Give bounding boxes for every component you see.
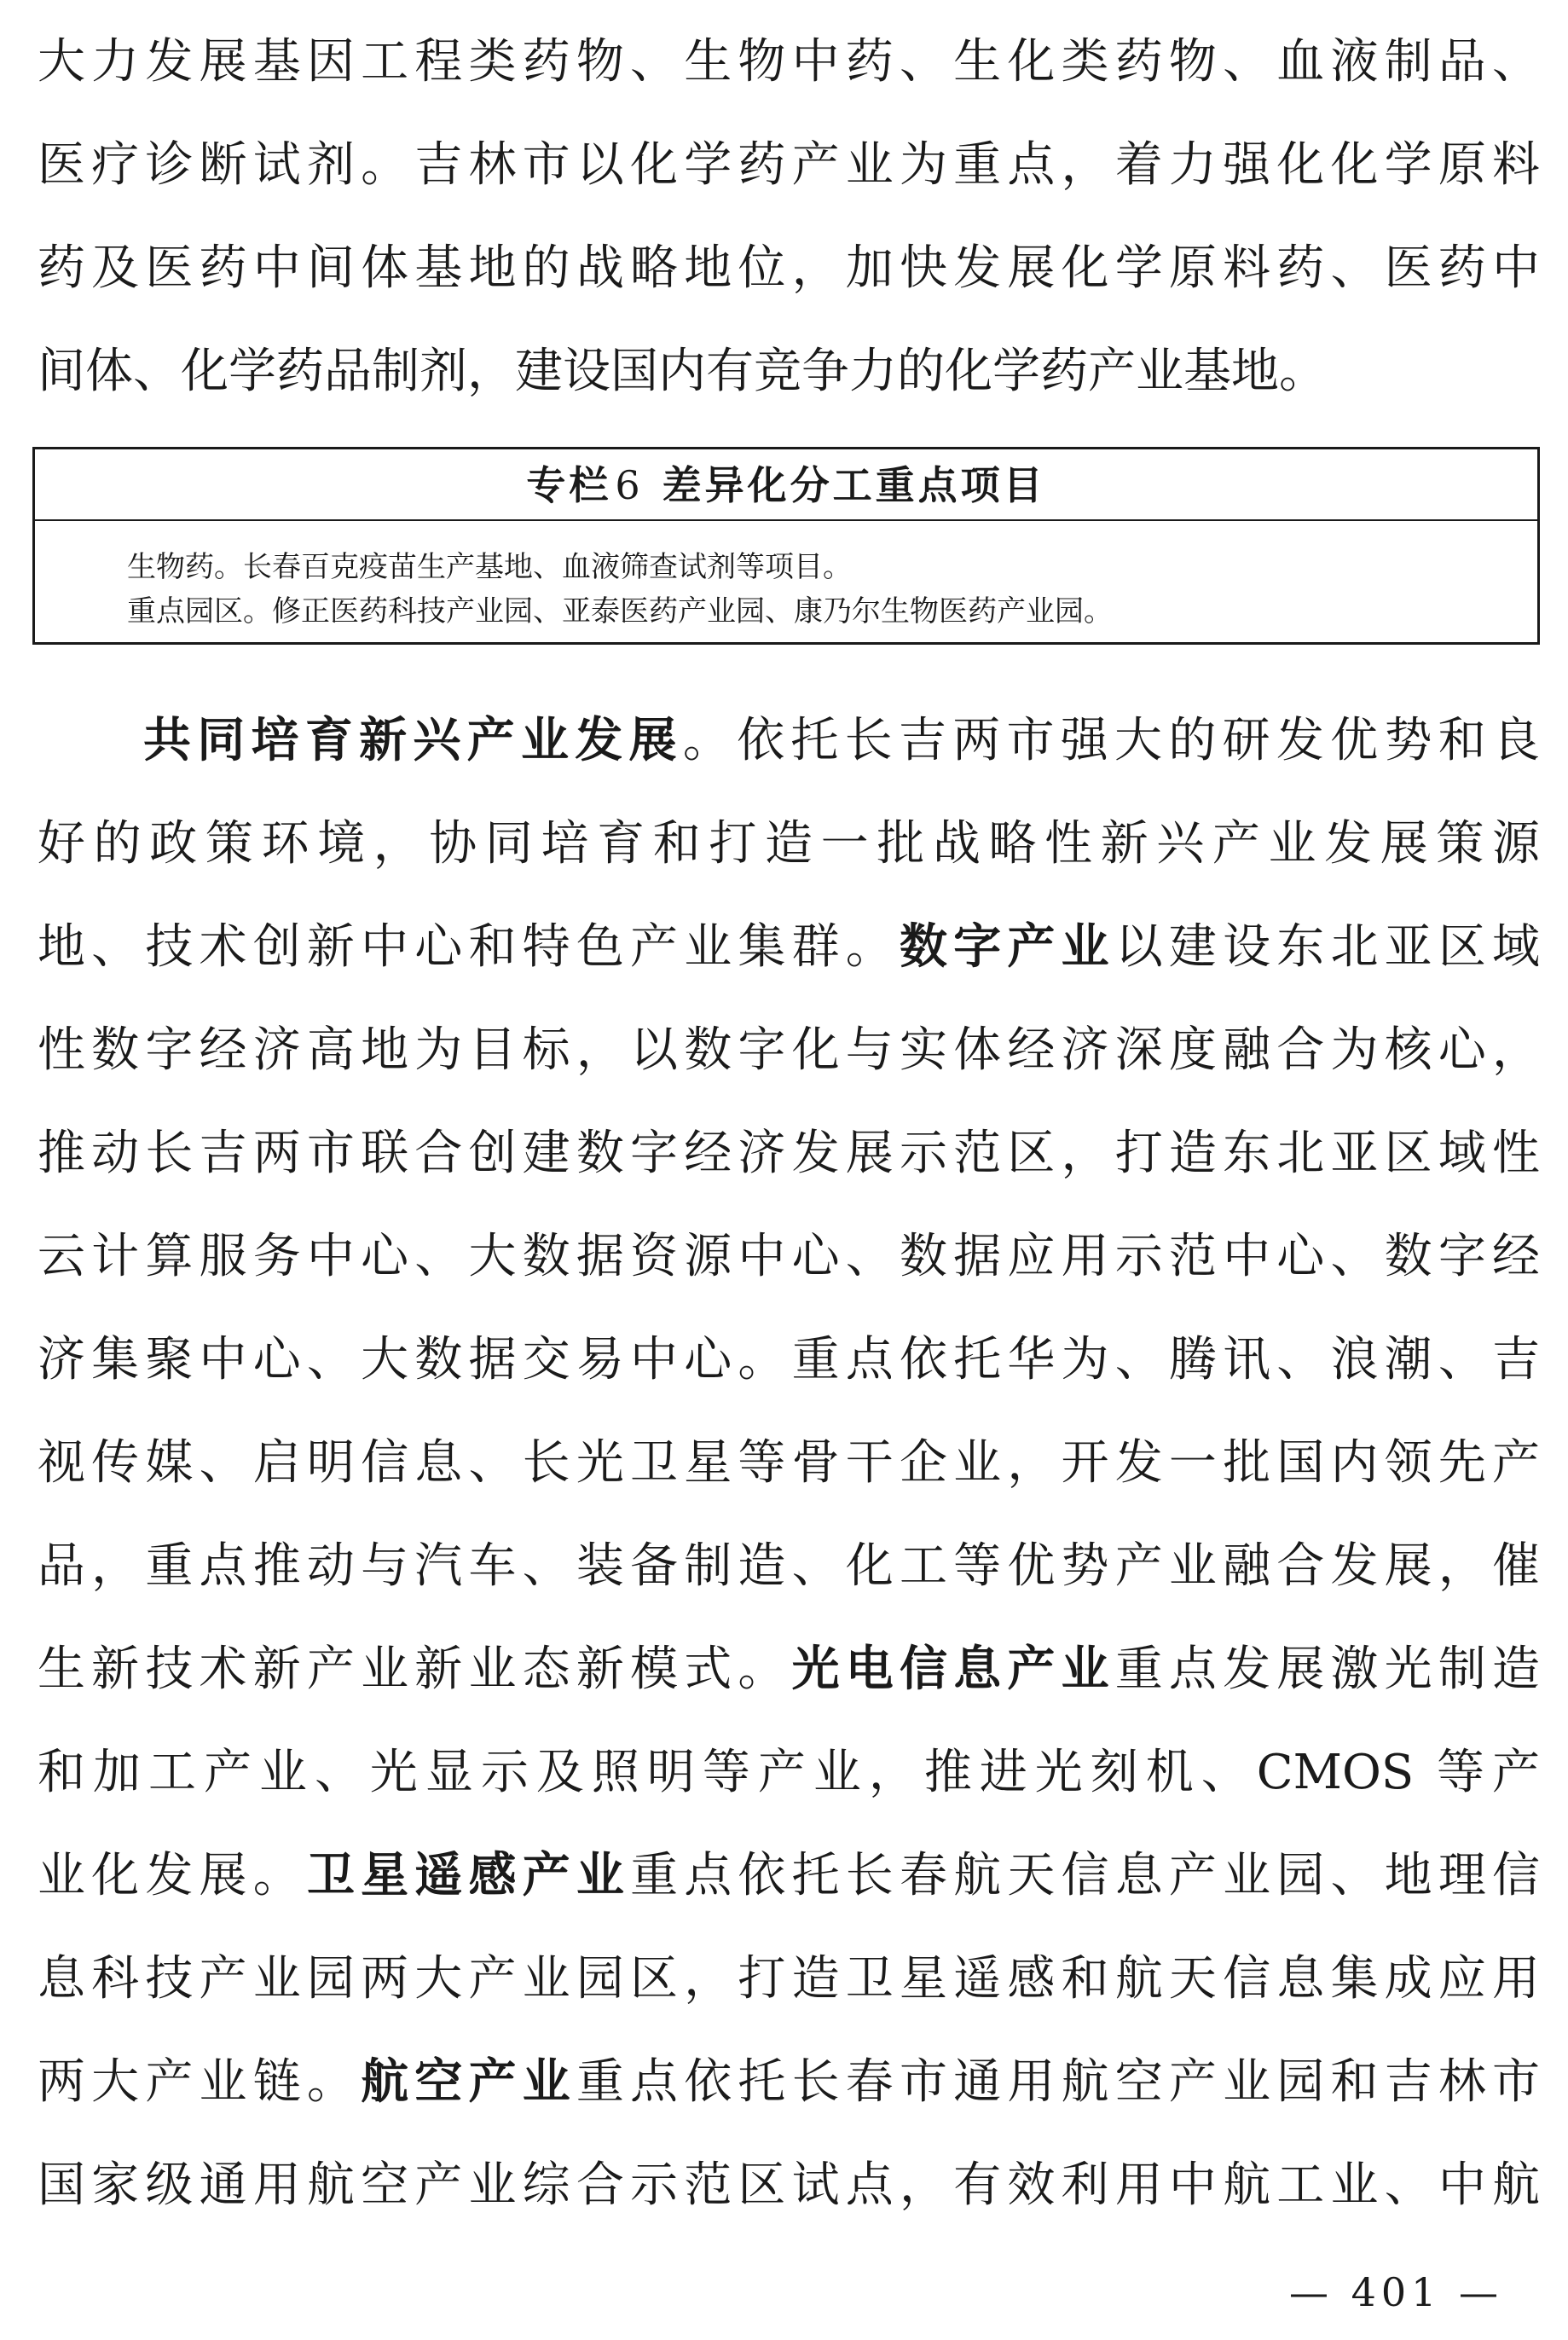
text-line: 济集聚中心、大数据交易中心。重点依托华为、腾讯、浪潮、吉 xyxy=(38,1332,1540,1387)
text-line: 医疗诊断试剂。吉林市以化学药产业为重点，着力强化化学原料 xyxy=(38,137,1540,193)
text-line: 地、技术创新中心和特色产业集群。数字产业以建设东北亚区域 xyxy=(38,918,1540,975)
text-line: 药及医药中间体基地的战略地位，加快发展化学原料药、医药中 xyxy=(38,240,1540,296)
text-line: 和加工产业、光显示及照明等产业，推进光刻机、CMOS 等产 xyxy=(38,1745,1540,1800)
column-title-text: 差异化分工重点项目 xyxy=(662,462,1046,508)
text-line: 品，重点推动与汽车、装备制造、化工等优势产业融合发展，催 xyxy=(38,1538,1540,1594)
main-paragraph xyxy=(38,689,1540,2237)
text-line: 好的政策环境，协同培育和打造一批战略性新兴产业发展策源 xyxy=(38,816,1540,872)
column-title-number: 6 xyxy=(615,462,644,508)
text-line: 云计算服务中心、大数据资源中心、数据应用示范中心、数字经 xyxy=(38,1229,1540,1284)
text-line: 大力发展基因工程类药物、生物中药、生化类药物、血液制品、 xyxy=(38,34,1540,90)
bold-keyword: 光电信息产业 xyxy=(791,1641,1115,1697)
bold-keyword: 数字产业 xyxy=(899,918,1115,975)
text-line: 性数字经济高地为目标，以数字化与实体经济深度融合为核心， xyxy=(38,1022,1540,1078)
bold-heading: 共同培育新兴产业发展 xyxy=(143,712,683,768)
column-box-title xyxy=(35,449,1537,521)
bold-keyword: 卫星遥感产业 xyxy=(306,1847,631,1903)
bold-keyword: 航空产业 xyxy=(361,2053,576,2110)
text-line: 生新技术新产业新业态新模式。光电信息产业重点发展激光制造 xyxy=(38,1641,1540,1697)
text-line: 业化发展。卫星遥感产业重点依托长春航天信息产业园、地理信 xyxy=(38,1847,1540,1903)
text-line: 间体、化学药品制剂，建设国内有竞争力的化学药产业基地。 xyxy=(38,344,1327,399)
text-line: 息科技产业园两大产业园区，打造卫星遥感和航天信息集成应用 xyxy=(38,1951,1540,2007)
text-line: 推动长吉两市联合创建数字经济发展示范区，打造东北亚区域性 xyxy=(38,1126,1540,1181)
page-number: — 401 — xyxy=(1288,2269,1503,2315)
top-paragraph xyxy=(38,10,1540,423)
column-item: 生物药。长春百克疫苗生产基地、血液筛查试剂等项目。 xyxy=(127,550,852,584)
text-line: 共同培育新兴产业发展。依托长吉两市强大的研发优势和良 xyxy=(143,712,1540,768)
column-box xyxy=(32,447,1540,645)
column-title-prefix: 专栏 xyxy=(526,462,612,508)
text-line: 视传媒、启明信息、长光卫星等骨干企业，开发一批国内领先产 xyxy=(38,1435,1540,1491)
text-line: 国家级通用航空产业综合示范区试点，有效利用中航工业、中航 xyxy=(38,2158,1540,2213)
column-box-body xyxy=(35,521,1537,634)
column-item: 重点园区。修正医药科技产业园、亚泰医药产业园、康乃尔生物医药产业园。 xyxy=(127,594,1113,628)
text-line: 两大产业链。航空产业重点依托长春市通用航空产业园和吉林市 xyxy=(38,2053,1540,2110)
